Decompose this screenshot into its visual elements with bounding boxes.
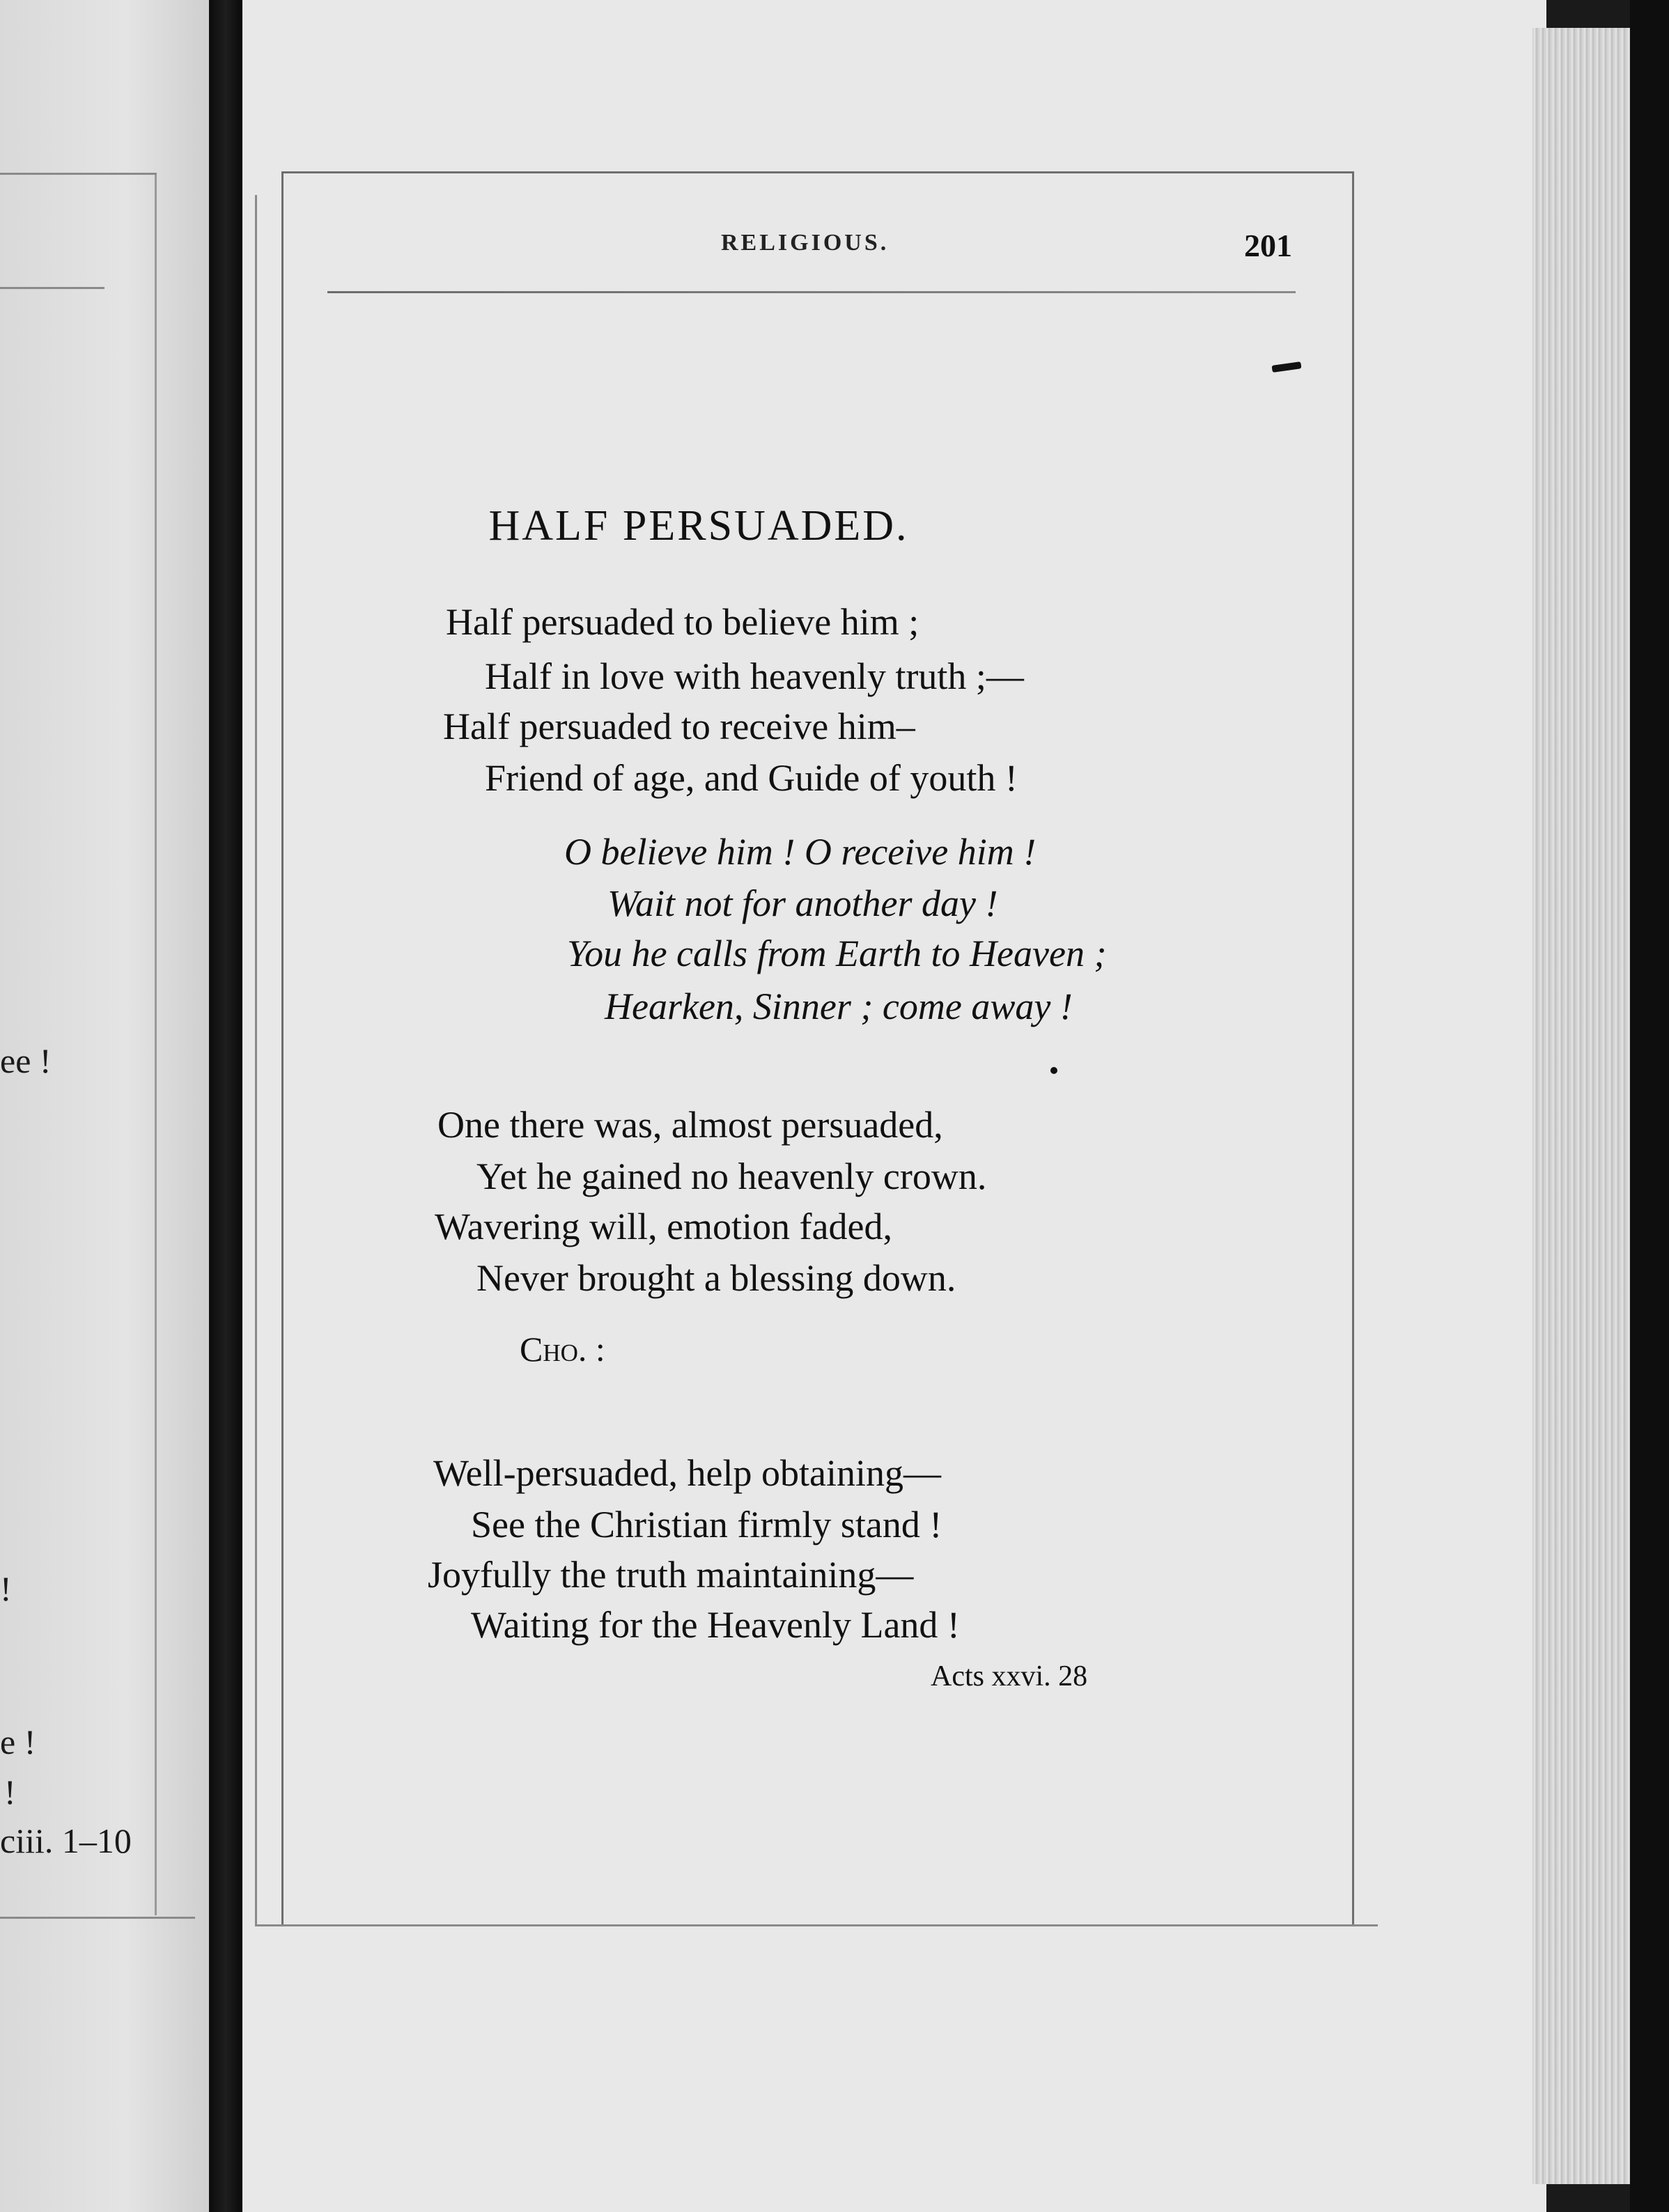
stanza-1-line-3: Half persuaded to receive him– [443,706,915,747]
stanza-3-line-3: Joyfully the truth maintaining— [428,1554,914,1596]
poem-title [0,501,1669,551]
left-page-frame-rule [155,174,157,1915]
chorus-mark: Cho. : [520,1330,605,1369]
stanza-2-line-3: Wavering will, emotion faded, [435,1206,892,1247]
book-gutter [209,0,242,2212]
ink-dot [1050,1067,1057,1074]
scripture-reference: Acts xxvi. 28 [931,1660,1088,1692]
header-rule [327,291,1296,293]
stanza-1-line-2: Half in love with heavenly truth ;— [485,655,1024,697]
stanza-2-line-1: One there was, almost persuaded, [437,1104,943,1146]
left-page-frame-bottom [0,1917,195,1919]
stanza-2-line-2: Yet he gained no heavenly crown. [476,1155,987,1197]
chorus-line-2: Wait not for another day ! [607,882,998,924]
left-page-frame-top [0,173,157,175]
page-number: 201 [1244,228,1292,263]
poem-title-text: HALF PERSUADED. [488,502,909,550]
left-page-fragment: ! [0,1569,12,1608]
stanza-1-line-4: Friend of age, and Guide of youth ! [485,757,1018,799]
chorus-line-3: You he calls from Earth to Heaven ; [567,933,1107,974]
page-edges [1532,28,1630,2184]
left-page-fragment: ! [4,1773,16,1812]
left-page [0,0,209,2212]
left-page-head-rule [0,287,104,289]
stanza-1-line-1: Half persuaded to believe him ; [446,601,919,643]
running-head: RELIGIOUS. [721,230,890,256]
stanza-3-line-4: Waiting for the Heavenly Land ! [471,1604,960,1646]
left-page-verse-reference: ciii. 1–10 [0,1821,132,1860]
stanza-3-line-1: Well-persuaded, help obtaining— [433,1452,941,1494]
chorus-line-4: Hearken, Sinner ; come away ! [605,986,1073,1027]
chorus-line-1: O believe him ! O receive him ! [564,831,1037,873]
stanza-3-line-2: See the Christian firmly stand ! [471,1504,942,1545]
left-page-fragment: ee ! [0,1041,52,1080]
scan-border [1630,0,1669,2212]
stanza-2-line-4: Never brought a blessing down. [476,1257,956,1299]
page-frame-shadow [255,195,1378,1926]
left-page-fragment: e ! [0,1722,36,1761]
